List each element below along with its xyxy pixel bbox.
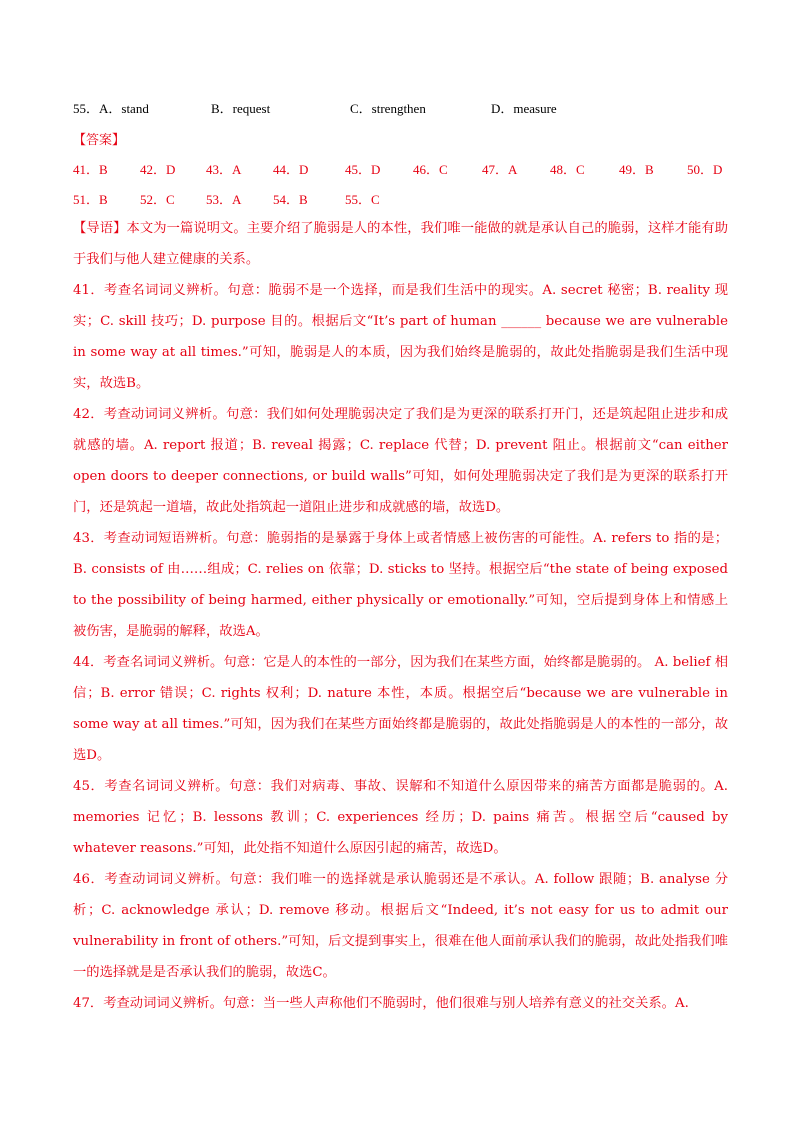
answer-item: 47．A	[482, 162, 518, 177]
explanation-47: 47．考查动词词义辨析。句意：当一些人声称他们不脆弱时，他们很难与别人培养有意义的社交关系。A.	[73, 996, 689, 1011]
answer-item: 44．D	[273, 162, 309, 177]
answer-item: 52．C	[140, 192, 175, 207]
option-c: C．strengthen	[350, 101, 426, 116]
answer-item: 49．B	[619, 162, 654, 177]
explanation-45: 45．考查名词词义辨析。句意：我们对病毒、事故、误解和不知道什么原因带来的痛苦方面都是脆弱的。A. memories 记忆；B. lessons 教训；C. experiences 经历；D. pains 痛苦。根据空后“caused by whatever reasons.”可知，此处指不知道什么原因引起的痛苦，故选D。	[73, 779, 728, 856]
answer-item: 51．B	[73, 192, 108, 207]
answer-item: 43．A	[206, 162, 242, 177]
answer-heading: 【答案】	[73, 133, 126, 148]
answer-item: 48．C	[550, 162, 585, 177]
answer-item: 55．C	[345, 192, 380, 207]
question-55-options	[73, 98, 753, 118]
explanation-46: 46．考查动词词义辨析。句意：我们唯一的选择就是承认脆弱还是不承认。A. follow 跟随；B. analyse 分析；C. acknowledge 承认；D. remove 移动。根据后文“Indeed, it’s not easy for us to admit our vulnerability in front of others.”可知，后文提到事实上，很难在他人面前承认我们的脆弱，故此处指我们唯一的选择就是是否承认我们的脆弱，故选C。	[73, 872, 728, 980]
intro-paragraph: 【导语】本文为一篇说明文。主要介绍了脆弱是人的本性，我们唯一能做的就是承认自己的脆弱，这样才能有助于我们与他人建立健康的关系。	[73, 221, 728, 267]
answer-item: 46．C	[413, 162, 448, 177]
option-b: B．request	[211, 101, 271, 116]
answer-item: 42．D	[140, 162, 176, 177]
answer-item: 54．B	[273, 192, 308, 207]
answer-item: 41．B	[73, 162, 108, 177]
answers-row-1	[73, 159, 753, 179]
explanation-43: 43．考查动词短语辨析。句意：脆弱指的是暴露于身体上或者情感上被伤害的可能性。A. refers to 指的是；B. consists of 由……组成；C. relies on 依靠；D. sticks to 坚持。根据空后“the state of being exposed to the possibility of being harmed, either physically or emotionally.”可知，空后提到身体上和情感上被伤害，是脆弱的解释，故选A。	[73, 531, 728, 639]
answer-item: 50．D	[687, 162, 723, 177]
answers-row-2	[73, 189, 753, 209]
explanation-44: 44．考查名词词义辨析。句意：它是人的本性的一部分，因为我们在某些方面，始终都是脆弱的。 A. belief 相信；B. error 错误；C. rights 权利；D. nature 本性，本质。根据空后“because we are vulnerable in some way at all times.”可知，因为我们在某些方面始终都是脆弱的，故此处指脆弱是人的本性的一部分，故选D。	[73, 655, 728, 763]
explanation-41: 41．考查名词词义辨析。句意：脆弱不是一个选择，而是我们生活中的现实。A. secret 秘密；B. reality 现实；C. skill 技巧；D. purpose 目的。根据后文“It’s part of human ______ because we are vulnerable in some way at all times.”可知，脆弱是人的本质，因为我们始终是脆弱的，故此处指脆弱是我们生活中现实，故选B。	[73, 283, 728, 391]
option-d: D．measure	[491, 101, 557, 116]
answer-item: 45．D	[345, 162, 381, 177]
option-a: 55．A．stand	[73, 101, 149, 116]
explanation-body	[73, 213, 728, 1019]
explanation-42: 42．考查动词词义辨析。句意：我们如何处理脆弱决定了我们是为更深的联系打开门，还是筑起阻止进步和成就感的墙。A. report 报道；B. reveal 揭露；C. replace 代替；D. prevent 阻止。根据前文“can either open doors to deeper connections, or build walls”可知，如何处理脆弱决定了我们是为更深的联系打开门，还是筑起一道墙，故此处指筑起一道阻止进步和成就感的墙，故选D。	[73, 407, 728, 515]
answer-item: 53．A	[206, 192, 242, 207]
